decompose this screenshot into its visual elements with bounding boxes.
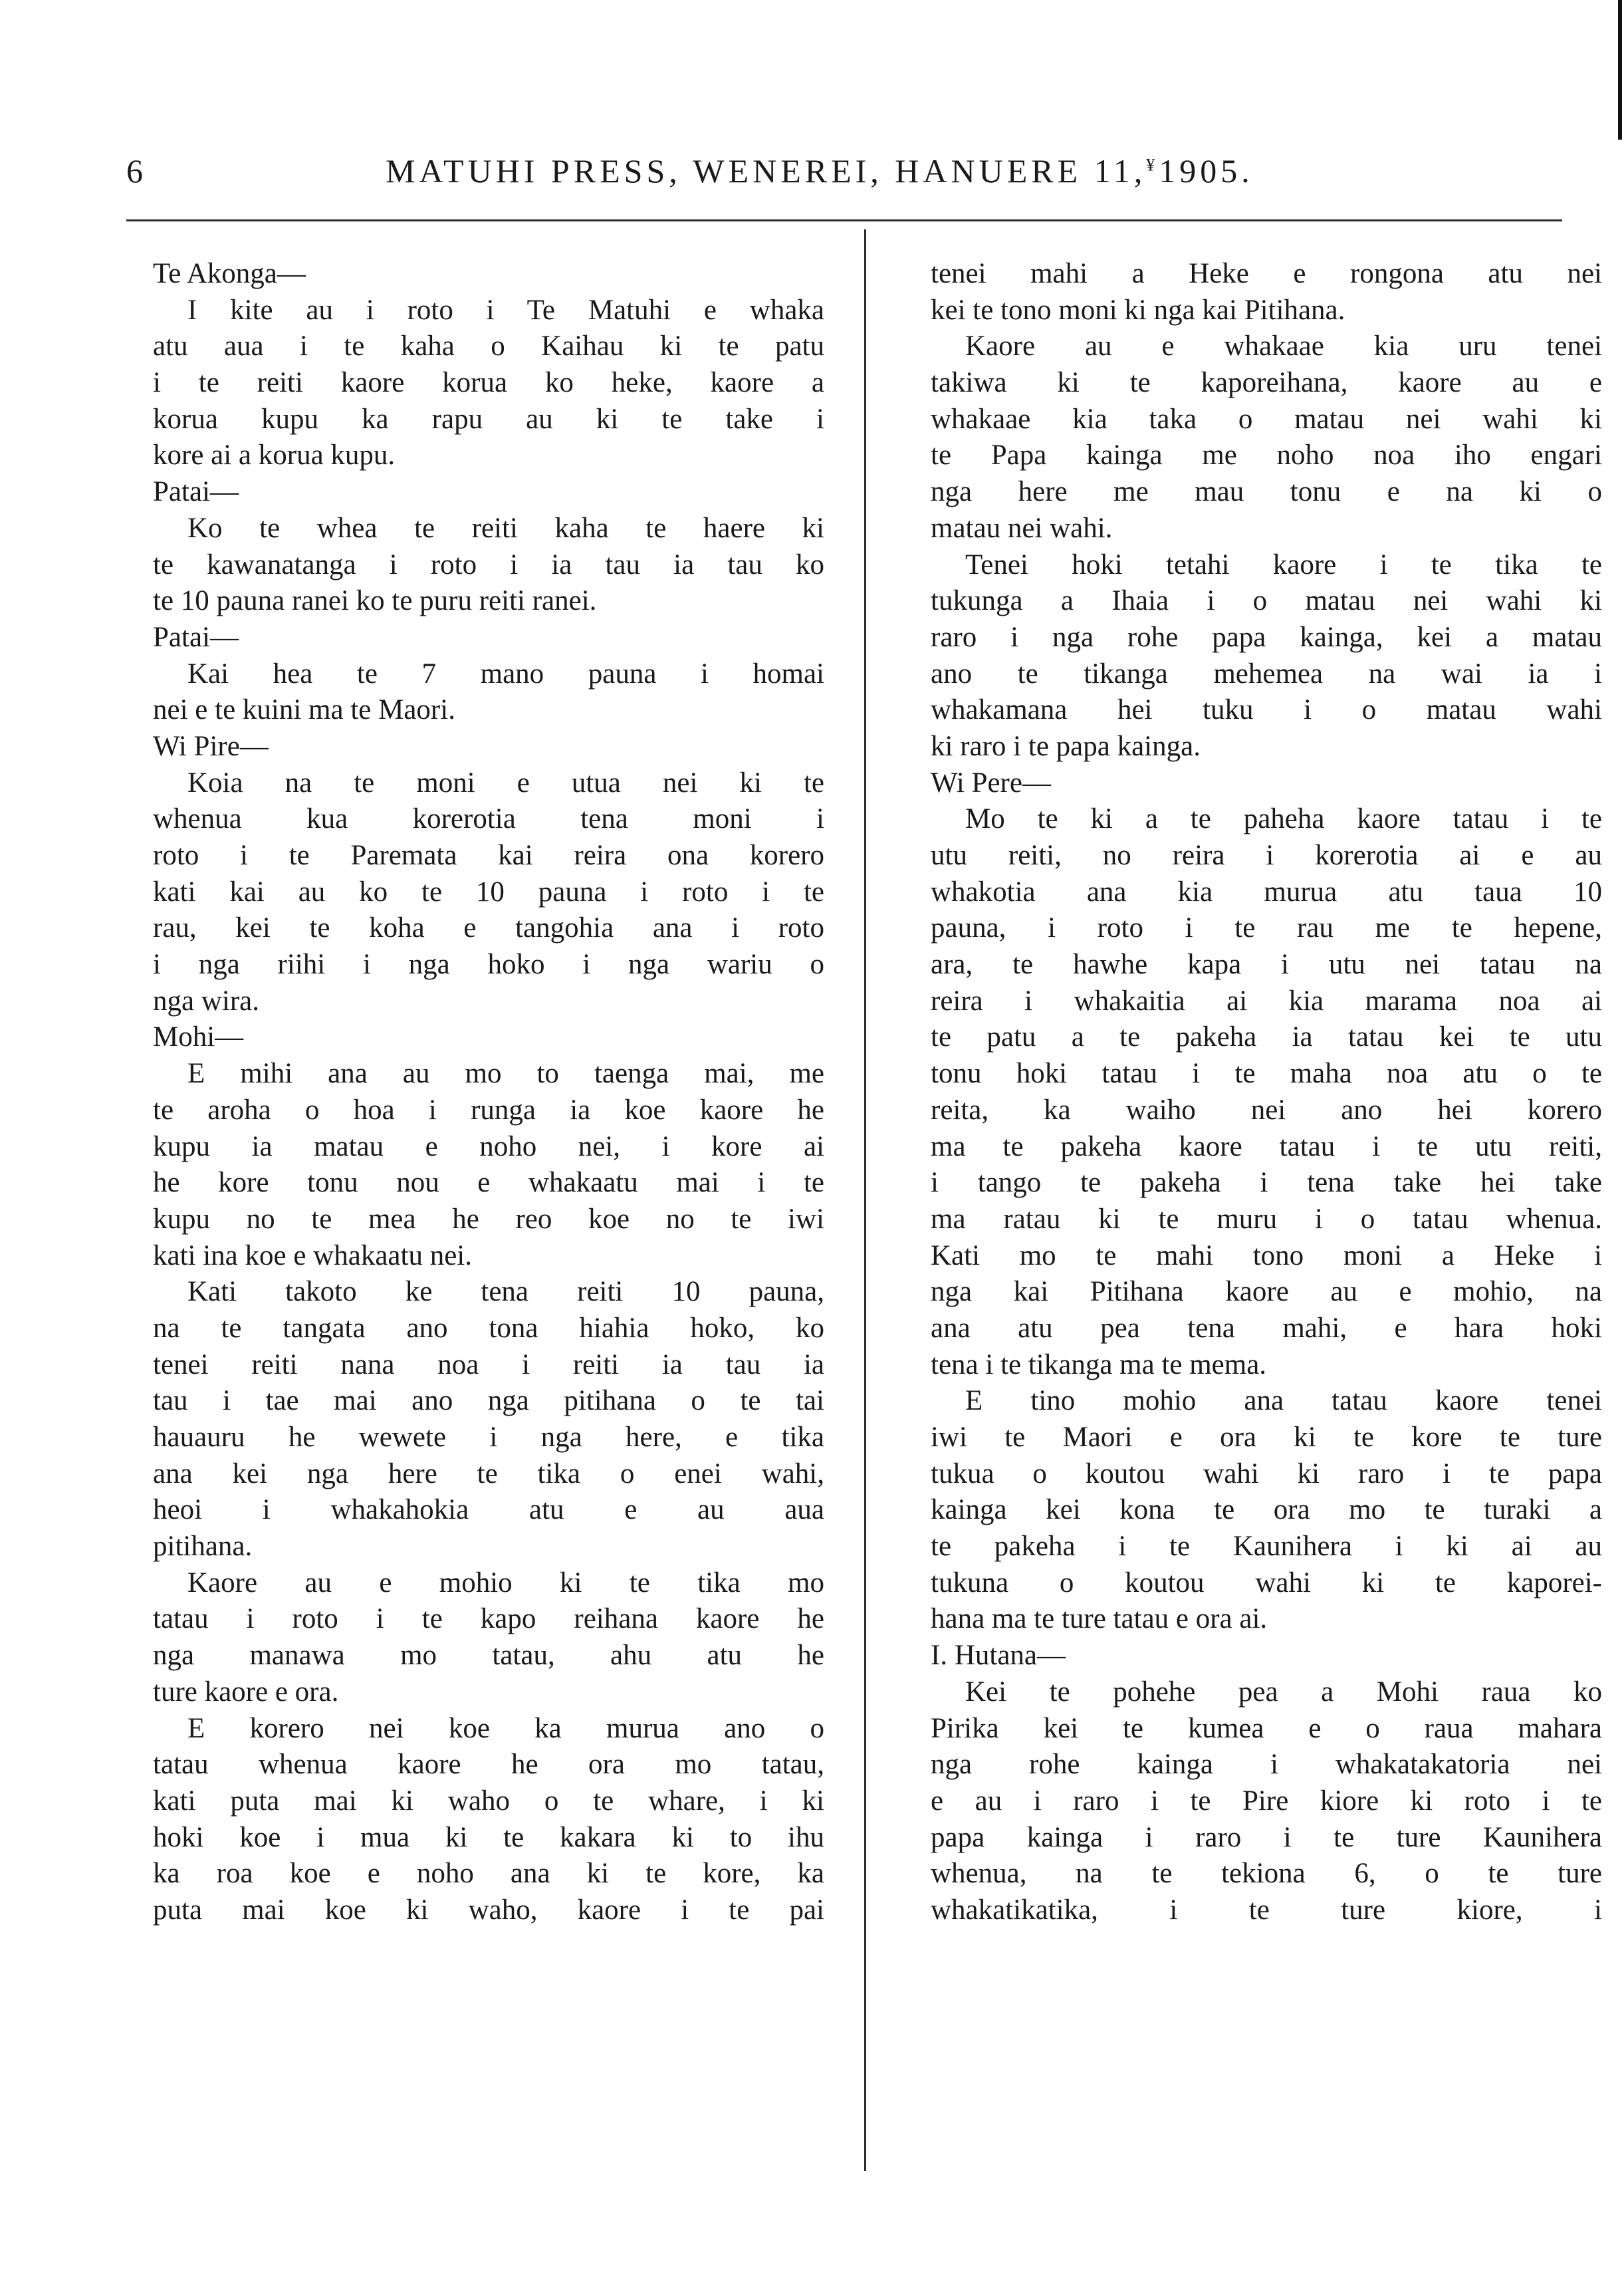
text-line: raro i nga rohe papa kainga, kei a matau [931,621,1602,653]
text-line: kei te tono moni ki nga kai Pitihana. [931,294,1345,326]
text-line: ma te pakeha kaore tatau i te utu reiti, [931,1130,1602,1162]
text-line: ka roa koe e noho ana ki te kore, ka [153,1858,824,1890]
text-line: kati kai au ko te 10 pauna i roto i te [153,876,824,908]
text-line: nei e te kuini ma te Maori. [153,694,455,726]
text-line: tena i te tikanga ma te mema. [931,1348,1267,1380]
text-line: ano te tikanga mehemea na wai ia i [931,658,1602,690]
text-line: hauauru he wewete i nga here, e tika [153,1422,824,1453]
text-line: i tango te pakeha i tena take hei take [931,1167,1602,1199]
text-line: utu reiti, no reira i korerotia ai e au [931,840,1602,871]
speaker-label: Wi Pere— [931,767,1051,799]
text-line: Kaore au e whakaae kia uru tenei [965,330,1602,362]
text-line: tenei reiti nana noa i reiti ia tau ia [153,1348,824,1380]
text-line: korua kupu ka rapu au ki te take i [153,403,824,435]
text-line: Koia na te moni e utua nei ki te [187,767,824,799]
running-title [386,152,1254,190]
text-line: tenei mahi a Heke e rongona atu nei [931,258,1602,289]
text-line: kati ina koe e whakaatu nei. [153,1239,472,1271]
text-line: kainga kei kona te ora mo te turaki a [931,1494,1602,1526]
text-line: te patu a te pakeha ia tatau kei te utu [931,1021,1602,1053]
text-line: whakamana hei tuku i o matau wahi [931,694,1602,726]
text-line: nga here me mau tonu e na ki o [931,476,1602,508]
text-line: Ko te whea te reiti kaha te haere ki [187,512,824,544]
speaker-label: Mohi— [153,1021,244,1053]
text-line: rau, kei te koha e tangohia ana i roto [153,912,824,944]
text-line: reira i whakaitia ai kia marama noa ai [931,985,1602,1017]
text-line: kati puta mai ki waho o te whare, i ki [153,1785,824,1817]
speaker-label: Patai— [153,621,239,653]
text-line: matau nei wahi. [931,512,1113,544]
text-line: ara, te hawhe kapa i utu nei tatau na [931,949,1602,981]
text-line: Kei te pohehe pea a Mohi raua ko [965,1676,1602,1708]
text-line: atu aua i te kaha o Kaihau ki te patu [153,330,824,362]
text-line: kupu ia matau e noho nei, i kore ai [153,1130,824,1162]
column-divider [864,229,866,2171]
text-line: papa kainga i raro i te ture Kaunihera [931,1821,1602,1853]
text-line: kore ai a korua kupu. [153,440,396,471]
text-line: puta mai koe ki waho, kaore i te pai [153,1894,824,1926]
speaker-label: Patai— [153,476,239,508]
text-line: roto i te Paremata kai reira ona korero [153,840,824,871]
page-header [126,152,1562,205]
text-line: nga kai Pitihana kaore au e mohio, na [931,1276,1602,1308]
text-line: whakaae kia taka o matau nei wahi ki [931,403,1602,435]
text-line: whenua, na te tekiona 6, o te ture [931,1858,1602,1890]
speaker-label: Wi Pire— [153,730,269,762]
text-line: te Papa kainga me noho noa iho engari [931,440,1602,471]
text-line: ture kaore e ora. [153,1676,339,1708]
text-line: Tenei hoki tetahi kaore i te tika te [965,549,1602,580]
text-line: pauna, i roto i te rau me te hepene, [931,912,1602,944]
text-line: e au i raro i te Pire kiore ki roto i te [931,1785,1602,1817]
text-line: Kai hea te 7 mano pauna i homai [187,658,824,690]
text-line: te aroha o hoa i runga ia koe kaore he [153,1094,824,1126]
left-column [153,256,824,1929]
text-line: E korero nei koe ka murua ano o [187,1712,824,1744]
text-line: Kati mo te mahi tono moni a Heke i [931,1239,1602,1271]
text-line: I kite au i roto i Te Matuhi e whaka [187,294,824,326]
text-line: pitihana. [153,1531,253,1563]
speaker-label: Te Akonga— [153,258,306,289]
right-column [931,256,1602,1929]
text-line: nga wira. [153,985,259,1017]
text-line: ma ratau ki te muru i o tatau whenua. [931,1203,1602,1235]
text-line: i te reiti kaore korua ko heke, kaore a [153,367,824,399]
text-line: whenua kua korerotia tena moni i [153,803,824,835]
running-title-text: MATUHI PRESS, WENEREI, HANUERE 11, [386,152,1147,190]
text-line: ana atu pea tena mahi, e hara hoki [931,1312,1602,1344]
text-line: i nga riihi i nga hoko i nga wariu o [153,949,824,981]
text-line: takiwa ki te kaporeihana, kaore au e [931,367,1602,399]
text-line: E tino mohio ana tatau kaore tenei [965,1385,1602,1417]
text-line: tukunga a Ihaia i o matau nei wahi ki [931,585,1602,617]
page-number: 6 [126,152,144,190]
text-line: tukua o koutou wahi ki raro i te papa [931,1458,1602,1489]
header-rule [126,219,1562,221]
text-line: Kati takoto ke tena reiti 10 pauna, [187,1276,824,1308]
text-line: te 10 pauna ranei ko te puru reiti ranei. [153,585,597,617]
text-line: heoi i whakahokia atu e au aua [153,1494,824,1526]
text-line: whakatikatika, i te ture kiore, i [931,1894,1602,1926]
text-line: iwi te Maori e ora ki te kore te ture [931,1422,1602,1453]
text-line: te kawanatanga i roto i ia tau ia tau ko [153,549,824,580]
running-title-year: 1905. [1159,152,1254,190]
text-line: na te tangata ano tona hiahia hoko, ko [153,1312,824,1344]
text-line: ana kei nga here te tika o enei wahi, [153,1458,824,1489]
text-line: Kaore au e mohio ki te tika mo [187,1567,824,1598]
text-line: tonu hoki tatau i te maha noa atu o te [931,1058,1602,1090]
text-line: nga manawa mo tatau, ahu atu he [153,1640,824,1672]
text-line: E mihi ana au mo to taenga mai, me [187,1058,824,1090]
speaker-label: I. Hutana— [931,1640,1066,1672]
text-line: hoki koe i mua ki te kakara ki to ihu [153,1821,824,1853]
text-line: kupu no te mea he reo koe no te iwi [153,1203,824,1235]
text-line: tatau i roto i te kapo reihana kaore he [153,1603,824,1635]
text-line: te pakeha i te Kaunihera i ki ai au [931,1531,1602,1563]
edge-mark [1618,0,1622,140]
text-line: reita, ka waiho nei ano hei korero [931,1094,1602,1126]
text-line: Mo te ki a te paheha kaore tatau i te [965,803,1602,835]
text-line: tatau whenua kaore he ora mo tatau, [153,1749,824,1781]
text-line: Pirika kei te kumea e o raua mahara [931,1712,1602,1744]
text-line: hana ma te ture tatau e ora ai. [931,1603,1268,1635]
running-title-mark: ¥ [1146,155,1159,175]
text-line: tukuna o koutou wahi ki te kaporei- [931,1567,1602,1598]
text-line: nga rohe kainga i whakatakatoria nei [931,1749,1602,1781]
text-line: tau i tae mai ano nga pitihana o te tai [153,1385,824,1417]
text-line: whakotia ana kia murua atu taua 10 [931,876,1602,908]
text-line: he kore tonu nou e whakaatu mai i te [153,1167,824,1199]
text-line: ki raro i te papa kainga. [931,730,1201,762]
